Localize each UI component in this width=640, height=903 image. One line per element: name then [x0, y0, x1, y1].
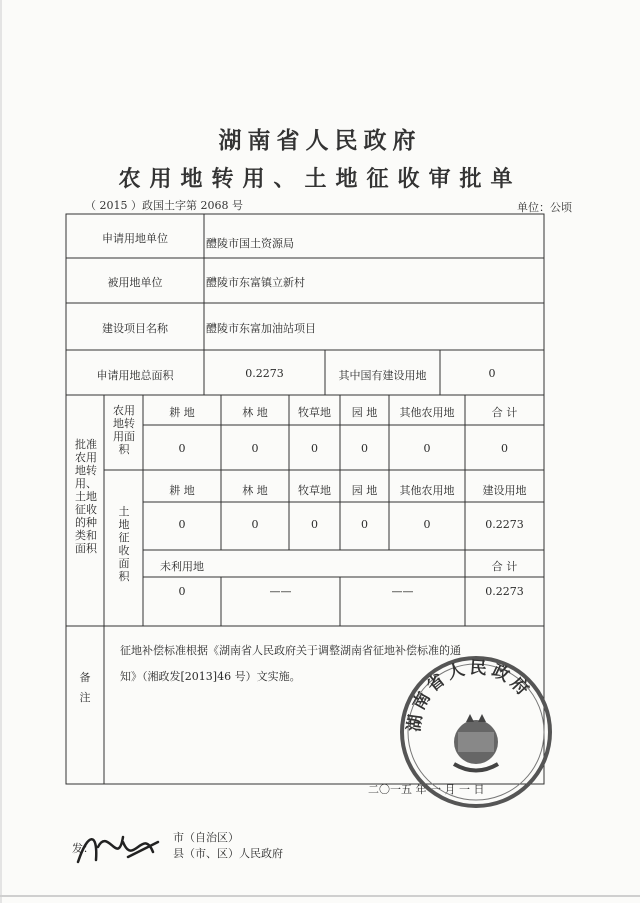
- expropriation-value-4: 0: [423, 518, 431, 531]
- applicant-label: 申请用地单位: [102, 232, 168, 245]
- remarks-text-line1: 征地补偿标准根据《湖南省人民政府关于调整湖南省征地补偿标准的通: [120, 644, 461, 657]
- applicant-value: 醴陵市国土资源局: [206, 237, 294, 250]
- conversion-header-3: 园 地: [351, 406, 378, 419]
- unused-land-value: 0: [178, 585, 186, 598]
- expropriation-header-3: 园 地: [351, 484, 378, 497]
- unit-label: 单位：公顷: [517, 201, 572, 214]
- conversion-header-4: 其他农用地: [399, 406, 455, 419]
- official-seal: [396, 652, 556, 812]
- conversion-value-4: 0: [423, 442, 431, 455]
- total-label: 合 计: [491, 560, 518, 573]
- conversion-label: 农用地转用面积: [113, 404, 135, 456]
- conversion-value-1: 0: [251, 442, 259, 455]
- unused-land-label: 未利用地: [160, 560, 204, 573]
- document-number: （ 2015 ）政国土字第 2068 号: [85, 199, 243, 212]
- unused-dash-1: ——: [269, 585, 292, 598]
- expropriated-label: 被用地单位: [107, 276, 163, 289]
- conversion-value-5: 0: [501, 442, 508, 455]
- approval-date: 二〇一五 年 一 月 一 日: [368, 783, 485, 796]
- unused-dash-2: ——: [391, 585, 414, 598]
- conversion-value-2: 0: [311, 442, 318, 455]
- page-subtitle: 农用地转用、土地征收审批单: [118, 166, 522, 192]
- issue-prefix: 发：: [72, 842, 94, 855]
- project-value: 醴陵市东富加油站项目: [206, 322, 316, 335]
- conversion-value-3: 0: [361, 442, 368, 455]
- approval-section-label: 批准农用地转用、土地征收的种类和面积: [75, 438, 97, 555]
- expropriation-value-0: 0: [178, 518, 186, 531]
- state-owned-value: 0: [488, 367, 496, 380]
- total-area-value: 0.2273: [245, 367, 284, 380]
- expropriation-value-1: 0: [251, 518, 259, 531]
- state-owned-label: 其中国有建设用地: [338, 369, 427, 382]
- remarks-text-line2: 知》（湘政发[2013]46 号）文实施。: [120, 670, 301, 683]
- expropriated-value: 醴陵市东富镇立新村: [206, 276, 305, 289]
- total-area-label: 申请用地总面积: [96, 369, 174, 382]
- remarks-label: 备注: [79, 671, 91, 704]
- conversion-header-1: 林 地: [242, 406, 268, 419]
- conversion-header-5: 合 计: [491, 406, 518, 419]
- expropriation-header-5: 建设用地: [482, 484, 527, 497]
- seal-text: 湖南省人民政府: [404, 657, 536, 733]
- project-label: 建设项目名称: [102, 322, 168, 335]
- conversion-value-0: 0: [178, 442, 186, 455]
- expropriation-header-0: 耕 地: [169, 484, 195, 497]
- page-title: 湖南省人民政府: [218, 127, 422, 154]
- expropriation-header-4: 其他农用地: [399, 484, 455, 497]
- expropriation-label: 土地征收面积: [118, 505, 130, 583]
- conversion-header-0: 耕 地: [169, 406, 195, 419]
- expropriation-value-5: 0.2273: [485, 518, 524, 531]
- total-value: 0.2273: [485, 585, 524, 598]
- handwritten-signature: [68, 822, 168, 872]
- footer-line2: 县（市、区）人民政府: [173, 847, 283, 860]
- expropriation-value-3: 0: [361, 518, 368, 531]
- conversion-header-2: 牧草地: [298, 406, 331, 419]
- expropriation-value-2: 0: [311, 518, 318, 531]
- expropriation-header-1: 林 地: [242, 484, 268, 497]
- expropriation-header-2: 牧草地: [298, 484, 331, 497]
- scan-bottom-edge: [0, 895, 640, 897]
- footer-line1: 市（自治区）: [173, 831, 239, 844]
